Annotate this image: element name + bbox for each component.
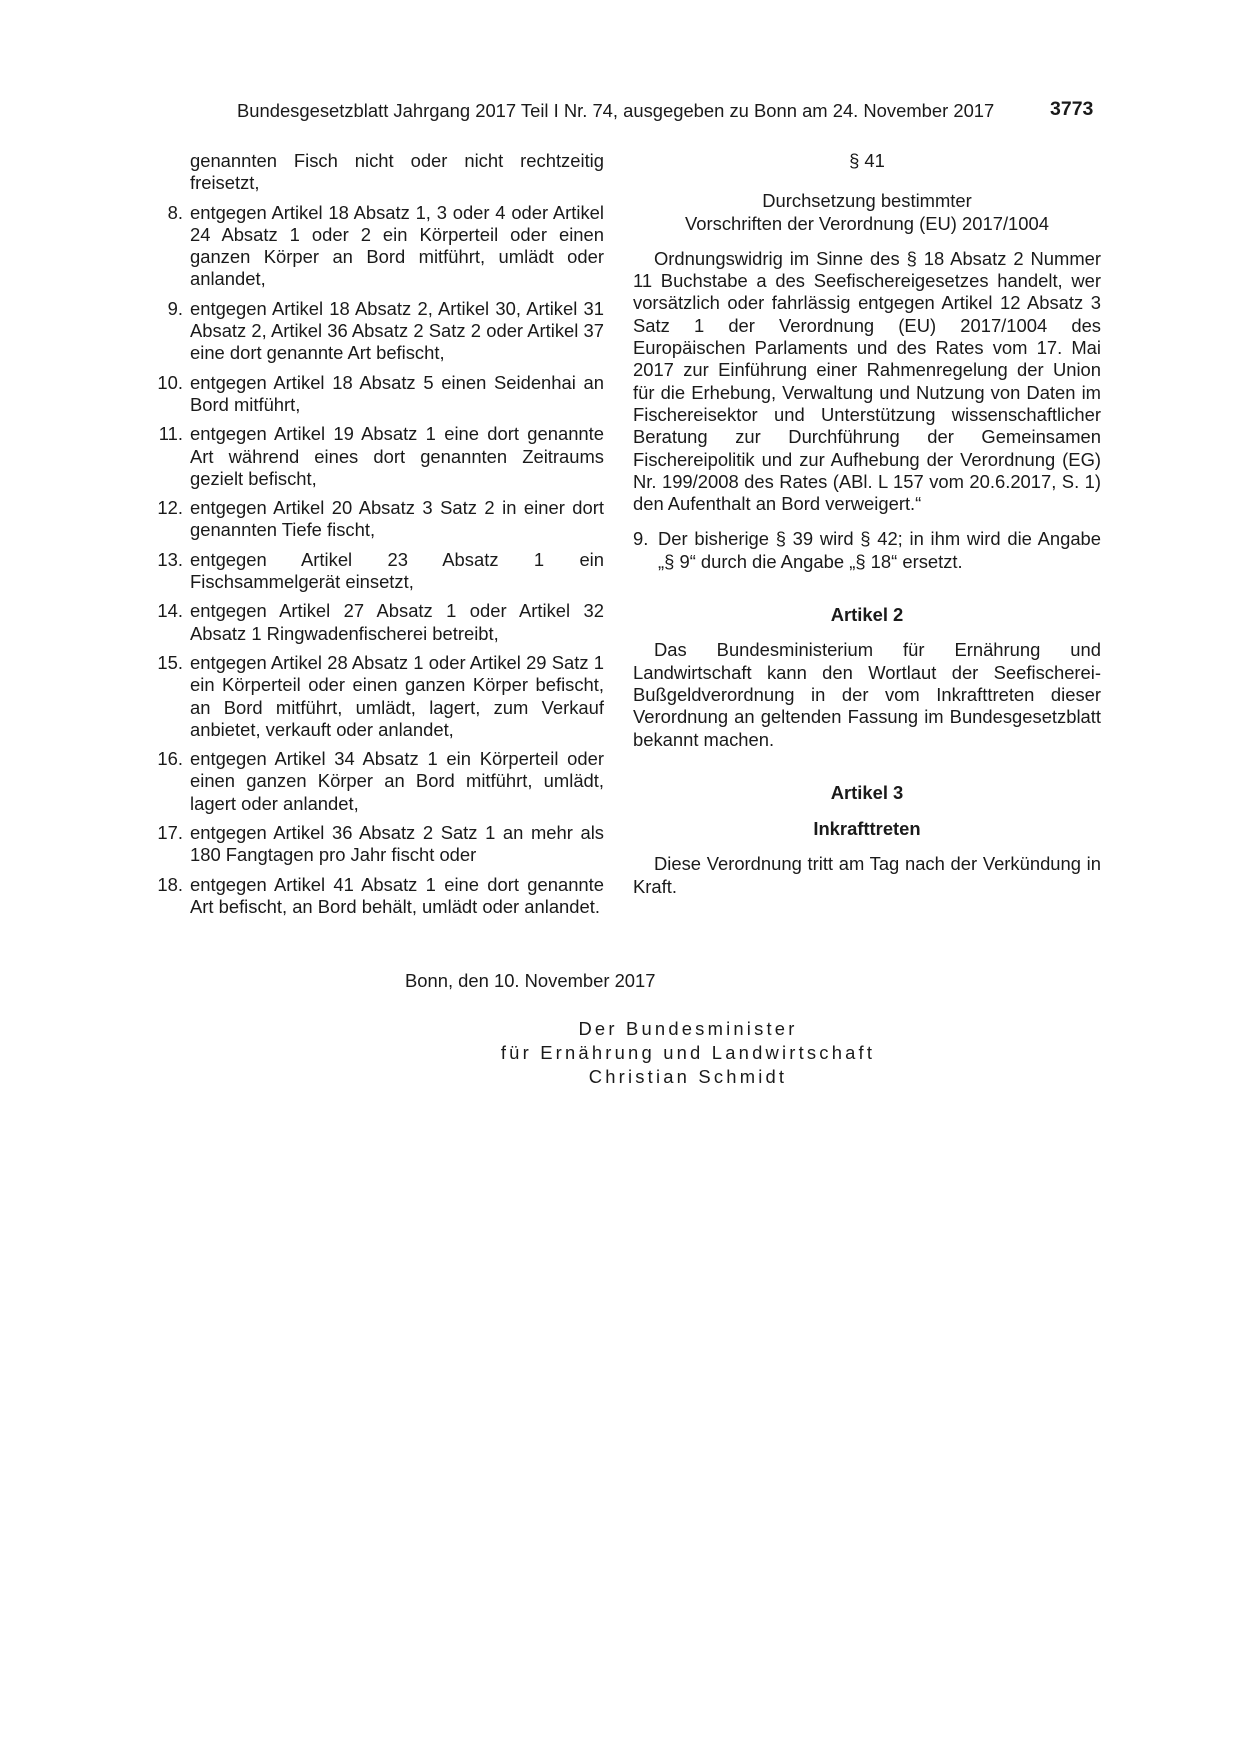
- running-title: Bundesgesetzblatt Jahrgang 2017 Teil I Nr. 74, ausgegeben zu Bonn am 24. November 2017: [237, 100, 995, 121]
- list-item-text: entgegen Artikel 36 Absatz 2 Satz 1 an mehr als 180 Fangtagen pro Jahr fischt oder: [190, 822, 604, 866]
- list-item-number: 17.: [157, 822, 183, 844]
- list-item-number: 8.: [167, 201, 183, 223]
- list-item-number: 12.: [157, 497, 183, 519]
- artikel-2-paragraph: Das Bundesministerium für Ernährung und Landwirtschaft kann den Wortlaut der Seefischerei-Bußgeldverordnung in der vom Inkrafttreten dieser Verordnung an geltenden Fassung im Bundesgesetzblatt bekannt machen.: [633, 639, 1101, 750]
- artikel-3-subheading: Inkrafttreten: [813, 818, 921, 840]
- section-title-line-1: Durchsetzung bestimmter: [762, 190, 972, 212]
- continuation-text: genannten Fisch nicht oder nicht rechtzeitig freisetzt,: [190, 150, 604, 194]
- signatory-name: Christian Schmidt: [588, 1066, 788, 1087]
- list-item-text: entgegen Artikel 23 Absatz 1 ein Fischsammelgerät einsetzt,: [190, 548, 604, 593]
- list-item-text: entgegen Artikel 41 Absatz 1 eine dort genannte Art befischt, an Bord behält, umlädt oder anlandet.: [190, 873, 604, 917]
- list-item: [152, 497, 604, 542]
- list-item-number: 10.: [157, 371, 183, 393]
- artikel-3-paragraph: Diese Verordnung tritt am Tag nach der Verkündung in Kraft.: [633, 853, 1101, 897]
- list-item: [152, 372, 604, 417]
- list-item: [152, 423, 604, 490]
- list-item-number: 13.: [157, 548, 183, 570]
- amendment-item-text: Der bisherige § 39 wird § 42; in ihm wird die Angabe „§ 9“ durch die Angabe „§ 18“ ersetzt.: [658, 528, 1101, 572]
- left-column: [152, 150, 604, 918]
- list-item-text: entgegen Artikel 18 Absatz 5 einen Seidenhai an Bord mitführt,: [190, 371, 604, 415]
- amendment-item: [633, 528, 1101, 573]
- signatory: [0, 1018, 1241, 1090]
- section-number: § 41: [849, 150, 885, 171]
- list-item-number: 9.: [167, 297, 183, 319]
- list-item: [152, 600, 604, 645]
- list-item: [152, 202, 604, 291]
- list-item: [152, 874, 604, 919]
- list-item: [152, 822, 604, 867]
- list-item-text: entgegen Artikel 20 Absatz 3 Satz 2 in einer dort genannten Tiefe fischt,: [190, 497, 604, 541]
- list-item-text: entgegen Artikel 34 Absatz 1 ein Körperteil oder einen ganzen Körper an Bord mitführt, umlädt, lagert oder anlandet,: [190, 748, 604, 814]
- list-item-text: entgegen Artikel 19 Absatz 1 eine dort genannte Art während eines dort genannten Zeitraums gezielt befischt,: [190, 423, 604, 489]
- list-item-number: 14.: [157, 600, 183, 622]
- list-item-text: entgegen Artikel 27 Absatz 1 oder Artikel 32 Absatz 1 Ringwadenfischerei betreibt,: [190, 600, 604, 644]
- list-item: [152, 549, 604, 594]
- list-item-number: 15.: [157, 651, 183, 673]
- artikel-3-heading: Artikel 3: [830, 781, 904, 803]
- list-item-number: 16.: [157, 748, 183, 770]
- section-paragraph: Ordnungswidrig im Sinne des § 18 Absatz 2 Nummer 11 Buchstabe a des Seefischereigesetzes handelt, wer vorsätzlich oder fahrlässig entgegen Artikel 12 Absatz 3 Satz 1 der Verordnung (EU) 2017/1004 des Europäischen Parlaments und des Rates vom 17. Mai 2017 zur Einführung einer Rahmenregelung der Union für die Erhebung, Verwaltung und Nutzung von Daten im Fischereisektor und Unterstützung wissenschaftlicher Beratung zur Durchführung der Gemeinsamen Fischereipolitik und zur Aufhebung der Verordnung (EG) Nr. 199/2008 des Rates (ABl. L 157 vom 20.6.2017, S. 1) den Aufenthalt an Bord verweigert.“: [633, 247, 1101, 515]
- list-item-text: entgegen Artikel 18 Absatz 1, 3 oder 4 oder Artikel 24 Absatz 1 oder 2 ein Körperteil oder einen ganzen Körper an Bord mitführt, umlädt oder anlandet,: [190, 201, 604, 290]
- running-header: [0, 100, 1241, 124]
- list-item: [152, 298, 604, 365]
- list-item-number: 11.: [158, 423, 183, 445]
- signature-date: Bonn, den 10. November 2017: [405, 970, 656, 991]
- list-item-number: 18.: [157, 873, 183, 895]
- amendment-item-number: 9.: [633, 528, 649, 550]
- list-item: [152, 748, 604, 815]
- signatory-title-line-1: Der Bundesminister: [578, 1018, 798, 1039]
- list-item: [152, 652, 604, 741]
- signatory-title-line-2: für Ernährung und Landwirtschaft: [500, 1042, 876, 1063]
- section-title-line-2: Vorschriften der Verordnung (EU) 2017/1004: [685, 212, 1049, 234]
- list-item-text: entgegen Artikel 18 Absatz 2, Artikel 30, Artikel 31 Absatz 2, Artikel 36 Absatz 2 Satz 2 oder Artikel 37 eine dort genannte Art befischt,: [190, 297, 604, 364]
- offense-list: [152, 202, 604, 919]
- artikel-2-heading: Artikel 2: [830, 604, 904, 626]
- page-number: 3773: [1050, 98, 1094, 120]
- right-column: [633, 150, 1101, 898]
- list-item-text: entgegen Artikel 28 Absatz 1 oder Artikel 29 Satz 1 ein Körperteil oder einen ganzen Körper befischt, an Bord mitführt, umlädt, lagert, zum Verkauf anbietet, verkauft oder anlandet,: [190, 651, 604, 740]
